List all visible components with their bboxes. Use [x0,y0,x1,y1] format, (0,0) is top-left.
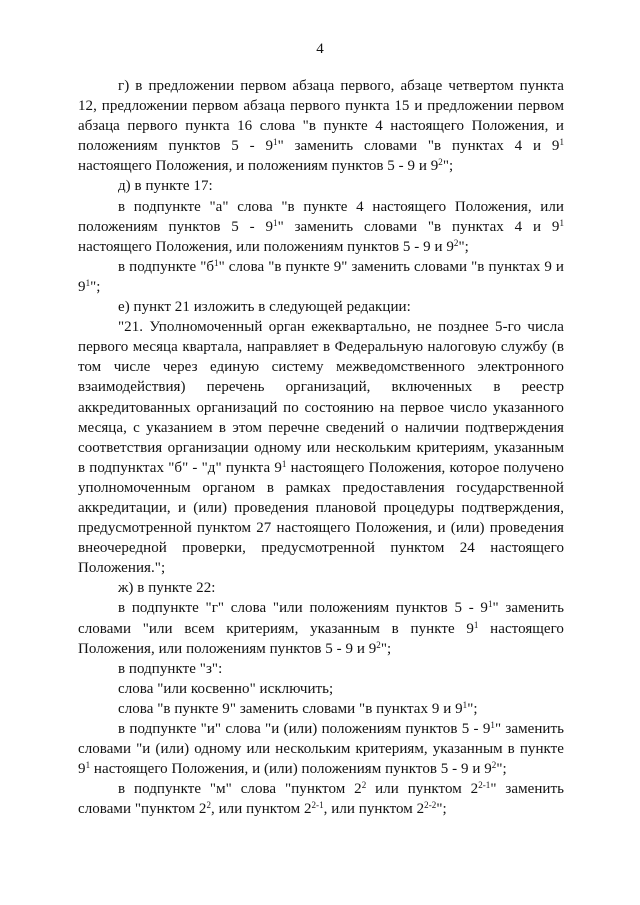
superscript: 2 [453,237,459,248]
superscript: 1 [473,619,479,630]
text-run: "; [442,158,454,175]
text-run: , или пунктом 2 [211,801,312,818]
text-run: " заменить словами "и (или) одному или нескольким критериям, указанным в пункте 9 [78,721,564,778]
paragraph [78,699,564,719]
superscript: 2 [206,800,211,811]
paragraph [78,779,564,819]
text-run: " заменить словами "в пунктах 4 и 9 [277,218,560,235]
superscript: 1 [559,137,564,148]
text-run: или пунктом 2 [366,781,479,798]
text-run: " заменить словами "пунктом 2 [78,781,564,818]
text-run: настоящего Положения, которое получено уполномоченным органом в рамках предоставления государственной аккредитации, и (или) проведения плановой процедуры подтверждения, предусмотренной пунктом 27 настоящего Положения, и (или) проведения внеочередной проверки, предусмотренной пунктом 24 настоящего Положения."; [78,459,564,577]
superscript: 1 [85,760,91,771]
text-run: в подпункте "з": [118,660,223,677]
superscript: 1 [490,720,495,730]
superscript: 2-1 [478,780,491,791]
paragraph [78,197,564,257]
superscript: 2 [361,780,367,791]
text-run: настоящего Положения, или положениям пунктов 5 - 9 и 9 [78,238,454,255]
paragraph [78,176,564,196]
text-run: " заменить словами "в пунктах 4 и 9 [277,138,560,155]
text-run: настоящего Положения, и (или) положениям пунктов 5 - 9 и 9 [90,761,492,778]
superscript: 1 [462,699,468,710]
superscript: 2-2 [424,800,437,811]
text-run: " слова "в пункте 9" заменить словами "в пунктах 9 и 9 [78,258,564,295]
paragraph [78,257,564,297]
superscript: 2 [376,639,381,650]
paragraph [78,598,564,658]
paragraph [78,317,564,578]
text-run: настоящего Положения, и положениям пунктов 5 - 9 и 9 [78,158,439,175]
text-run: ж) в пункте 22: [118,580,216,597]
text-run: в подпункте "б [118,258,215,275]
paragraph [78,297,564,317]
text-run: слова "в пункте 9" заменить словами "в пунктах 9 и 9 [118,700,463,717]
superscript: 1 [214,257,219,268]
text-run: настоящего Положения, или положениям пунктов 5 - 9 и 9 [78,620,564,657]
document-body [78,76,564,819]
paragraph [78,76,564,176]
text-run: "; [496,761,507,778]
text-run: "; [90,278,101,295]
text-run: в подпункте "и" слова "и (или) положениям пунктов 5 - 9 [118,721,491,737]
paragraph [78,659,564,679]
superscript: 1 [273,137,278,148]
text-run: е) пункт 21 изложить в следующей редакции: [118,299,411,316]
text-run: "; [458,238,469,255]
page-number: 4 [316,41,324,57]
superscript: 2 [438,157,443,168]
text-run: "; [436,801,447,818]
superscript: 1 [487,599,493,610]
text-run: "; [467,700,478,717]
text-run: , или пунктом 2 [323,801,425,818]
superscript: 1 [559,217,564,228]
paragraph [78,679,564,699]
superscript: 1 [273,217,278,228]
text-run: "21. Уполномоченный орган ежеквартально, не позднее 5-го числа первого месяца квартала, направляет в Федеральную налоговую службу (в том числе через единую систему межведомственного электронного взаимодействия) перечень организаций, включенных в реестр аккредитованных организаций по состоянию на первое число указанного месяца, с указанием в этом перечне сведений о наличии подтверждения соответствия организации одному или нескольким критериям, указанным в подпунктах "б" - "д" пункта 9 [78,319,564,476]
text-run: в подпункте "м" слова "пунктом 2 [118,781,362,798]
text-run: " заменить словами "или всем критериям, указанным в пункте 9 [78,600,564,637]
superscript: 2 [491,760,497,771]
paragraph [78,719,564,779]
superscript: 1 [85,277,91,288]
text-run: слова "или косвенно" исключить; [118,680,334,697]
superscript: 1 [281,458,287,469]
text-run: г) в предложении первом абзаца первого, абзаце четвертом пункта 12, предложении первом абзаца первого пункта 15 и предложении первом абзаца первого пункта 16 слова "в пункте 4 настоящего Положения, и положениям пунктов 5 - 9 [78,78,564,155]
text-run: в подпункте "а" слова "в пункте 4 настоящего Положения, или положениям пунктов 5 - 9 [78,198,564,235]
text-run: в подпункте "г" слова "или положениям пунктов 5 - 9 [118,600,488,617]
superscript: 2-1 [311,800,324,811]
text-run: "; [380,640,392,657]
paragraph [78,578,564,598]
text-run: д) в пункте 17: [118,178,213,195]
